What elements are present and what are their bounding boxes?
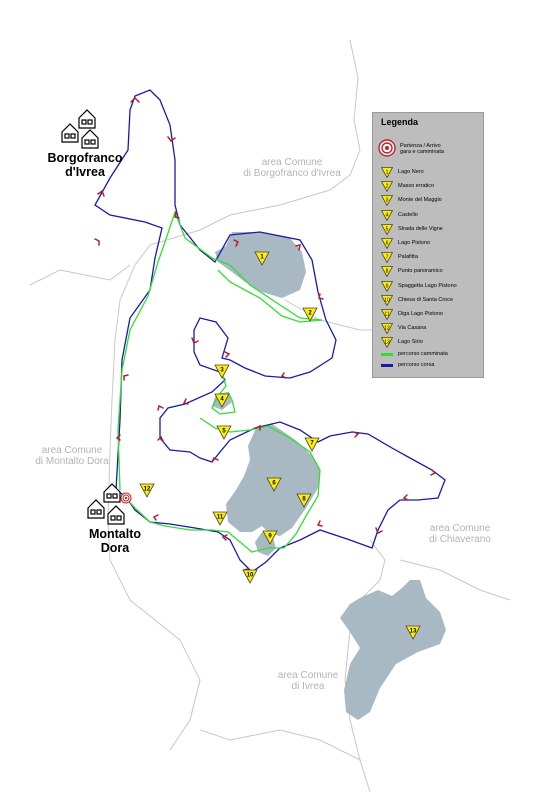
- area-label-line1: area Comune: [261, 157, 323, 168]
- start-finish-icon: [121, 493, 131, 503]
- legend-item: [381, 210, 481, 222]
- area-label-ivrea: [258, 670, 358, 692]
- marker-number: 4: [220, 396, 224, 403]
- marker-number: 2: [308, 310, 312, 317]
- run-swatch: [381, 364, 393, 367]
- legend-item-label: Palafitta: [398, 254, 418, 261]
- marker-triangle-icon: [381, 281, 393, 292]
- marker-number: 10: [246, 572, 254, 579]
- legend-item-number: 1: [385, 169, 389, 176]
- legend-item-number: 6: [385, 240, 389, 247]
- legend-item-label: Diga Lago Pistono: [398, 311, 443, 317]
- legend-item-label: Via Casana: [398, 325, 427, 332]
- legend-item-label: Lago Pistono: [398, 240, 431, 246]
- legend-item: [381, 281, 481, 293]
- walk-label: percorso camminata: [398, 351, 448, 357]
- borgofranco-houses-icon: [62, 110, 98, 148]
- point-marker-5: [217, 426, 231, 439]
- marker-triangle-icon: [381, 337, 393, 348]
- legend-item-label: Chiesa di Santa Croce: [398, 296, 454, 303]
- legend-item: [381, 309, 481, 321]
- marker-number: 11: [216, 514, 224, 521]
- town-borgofranco-line1: Borgofranco: [47, 151, 123, 165]
- marker-triangle-icon: [381, 167, 393, 178]
- area-label-line1: area Comune: [277, 670, 339, 681]
- marker-number: 7: [310, 440, 314, 447]
- run-label: percorso corsa: [398, 362, 435, 368]
- legend-item-number: 8: [385, 268, 389, 275]
- marker-triangle-icon: [381, 195, 393, 206]
- legend-walk: [381, 350, 481, 360]
- legend-item: [381, 252, 481, 264]
- legend-item-number: 11: [384, 311, 390, 318]
- point-marker-12: [140, 484, 154, 497]
- legend-start-label: [400, 143, 444, 155]
- legend-panel: [372, 112, 484, 378]
- legend-item: [381, 195, 481, 207]
- legend-start-finish: [378, 139, 482, 159]
- area-label-line2: di Chiaverano: [429, 534, 491, 545]
- legend-item-number: 7: [385, 254, 389, 261]
- legend-run: [381, 361, 481, 371]
- lago-sirio: [340, 580, 446, 720]
- legend-item-number: 3: [385, 197, 389, 204]
- legend-item-number: 13: [384, 339, 390, 346]
- marker-triangle-icon: [381, 238, 393, 249]
- marker-number: 9: [268, 533, 272, 540]
- legend-item-number: 9: [385, 283, 389, 290]
- legend-item-label: Masso erratico: [398, 183, 435, 190]
- area-label-montalto: [22, 445, 122, 467]
- legend-item-label: Spaggetta Lago Pistono: [398, 282, 457, 289]
- marker-number: 8: [302, 496, 306, 503]
- legend-title: Legenda: [381, 117, 419, 127]
- start-finish-icon: [378, 139, 396, 157]
- marker-number: 6: [272, 480, 276, 487]
- area-label-line2: di Borgofranco d'Ivrea: [243, 168, 341, 179]
- area-label-line2: di Montalto Dora: [35, 456, 109, 467]
- legend-item-number: 4: [385, 212, 389, 219]
- marker-triangle-icon: [381, 224, 393, 235]
- area-label-borgofranco: [222, 157, 362, 179]
- legend-item-number: 12: [384, 325, 390, 332]
- marker-triangle-icon: [381, 252, 393, 263]
- legend-item: [381, 337, 481, 349]
- marker-number: 5: [222, 428, 226, 435]
- legend-item: [381, 238, 481, 250]
- legend-start-line1: Partenza / Arrivo: [400, 143, 441, 149]
- marker-number: 12: [143, 486, 151, 493]
- marker-triangle-icon: [381, 266, 393, 277]
- marker-number: 1: [260, 254, 264, 261]
- legend-start-line2: gara e camminata: [400, 149, 445, 155]
- marker-triangle-icon: [381, 181, 393, 192]
- town-montalto-line2: Dora: [100, 541, 130, 555]
- marker-triangle-icon: [381, 210, 393, 221]
- marker-triangle-icon: [381, 295, 393, 306]
- legend-item-label: Punto panoramico: [398, 268, 443, 275]
- point-marker-11: [213, 512, 227, 525]
- legend-item-label: Monte del Maggio: [398, 197, 442, 204]
- legend-item-label: Strada delle Vigne: [398, 225, 443, 232]
- legend-item: [381, 266, 481, 278]
- legend-item-number: 10: [384, 297, 390, 304]
- legend-item: [381, 224, 481, 236]
- montalto-houses-icon: [88, 484, 124, 524]
- town-montalto-line1: Montalto: [88, 527, 142, 541]
- point-marker-7: [305, 438, 319, 451]
- area-label-line1: area Comune: [429, 523, 491, 534]
- legend-item: [381, 167, 481, 179]
- area-label-line1: area Comune: [41, 445, 103, 456]
- marker-triangle-icon: [381, 309, 393, 320]
- point-marker-10: [243, 570, 257, 583]
- marker-triangle-icon: [381, 323, 393, 334]
- legend-item: [381, 181, 481, 193]
- area-label-line2: di Ivrea: [291, 681, 325, 692]
- walk-swatch: [381, 353, 393, 356]
- town-montalto: [70, 527, 160, 555]
- legend-item-number: 2: [385, 183, 389, 190]
- town-borgofranco: [30, 151, 140, 179]
- legend-item-label: Lago Nero: [398, 169, 424, 175]
- legend-item: [381, 323, 481, 335]
- legend-item-label: Castello: [398, 211, 418, 218]
- town-borgofranco-line2: d'Ivrea: [65, 165, 105, 179]
- marker-number: 13: [409, 628, 417, 635]
- legend-item-number: 5: [385, 226, 389, 233]
- area-label-chiaverano: [405, 523, 515, 545]
- legend-item: [381, 295, 481, 307]
- marker-number: 3: [220, 367, 224, 374]
- legend-item-label: Lago Sirio: [398, 339, 423, 346]
